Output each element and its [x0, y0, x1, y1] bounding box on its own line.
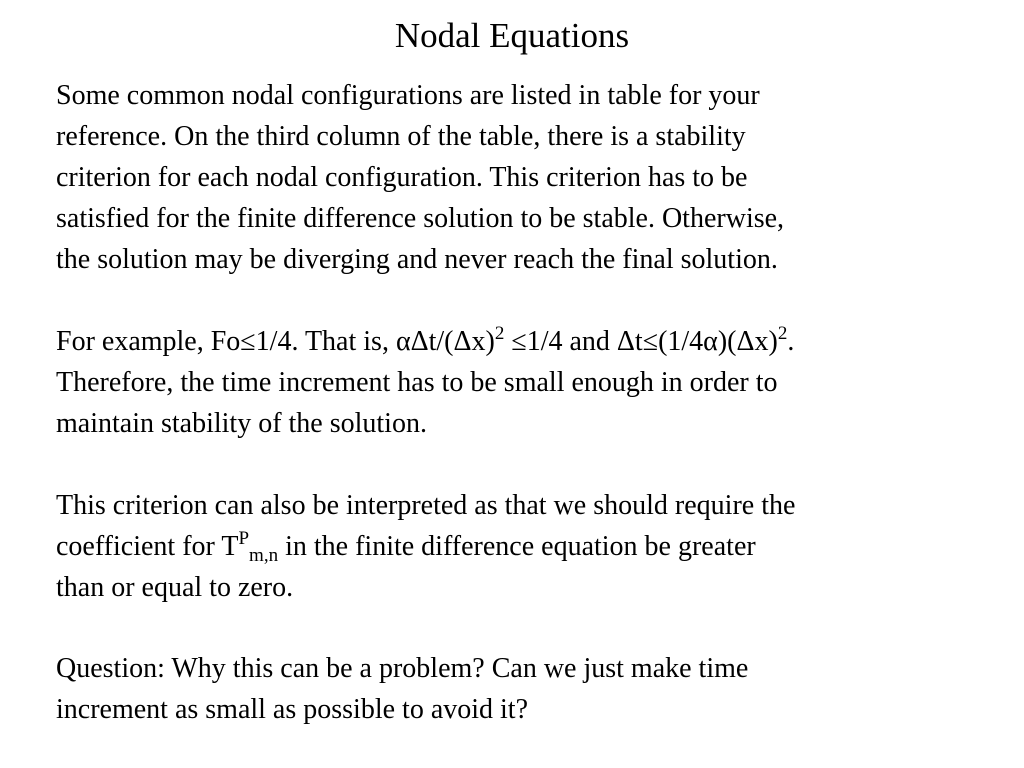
text-line: than or equal to zero. [56, 572, 294, 603]
text-line [56, 526, 986, 567]
paragraph-fourier-example [56, 321, 986, 444]
text-line: maintain stability of the solution. [56, 408, 427, 439]
equation-text: . [787, 326, 795, 357]
text-line: satisfied for the finite difference solution to be stable. Otherwise, [56, 203, 785, 234]
text-line: Question: Why this can be a problem? Can we just make time [56, 653, 749, 684]
text-line: This criterion can also be interpreted as that we should require the [56, 490, 796, 521]
exponent: 2 [494, 322, 505, 344]
exponent: 2 [777, 322, 788, 344]
superscript-p: P [238, 527, 250, 549]
equation-text: For example, Fo≤1/4. That is, αΔt/(Δx) [56, 326, 495, 357]
slide-title: Nodal Equations [394, 16, 630, 55]
text-line: criterion for each nodal configuration. This criterion has to be [56, 162, 748, 193]
equation-text: ≤1/4 and Δt≤(1/4α)(Δx) [504, 326, 778, 357]
text-line: Some common nodal configurations are listed in table for your [56, 80, 760, 111]
text-line: increment as small as possible to avoid it? [56, 694, 529, 725]
paragraph-stability-intro [56, 75, 986, 280]
paragraph-question [56, 648, 986, 730]
text-line: Therefore, the time increment has to be small enough in order to [56, 367, 778, 398]
subscript-mn: m,n [249, 544, 279, 566]
text-fragment: in the finite difference equation be greater [278, 531, 756, 562]
equation-line [56, 321, 986, 362]
text-fragment: coefficient for T [56, 531, 239, 562]
text-line: the solution may be diverging and never reach the final solution. [56, 244, 778, 275]
paragraph-coefficient-interpretation [56, 485, 986, 608]
text-line: reference. On the third column of the table, there is a stability [56, 121, 746, 152]
